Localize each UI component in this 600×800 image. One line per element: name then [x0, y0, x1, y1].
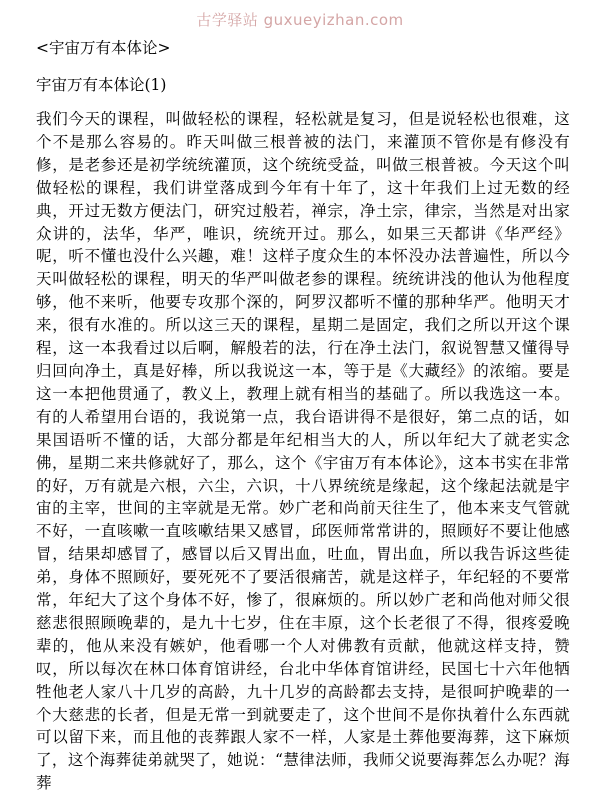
document-title: <宇宙万有本体论>: [36, 39, 171, 57]
section-title: 宇宙万有本体论(1): [36, 76, 167, 94]
body-paragraph: 我们今天的课程，叫做轻松的课程，轻松就是复习，但是说轻松也很难，这个不是那么容易的。昨天叫做三根普被的法门，来灌顶不管你是有修没有修，是老参还是初学统统灌顶，这个统统受益，叫做三根普被。今天这个叫做轻松的课程，我们讲堂落成到今年有十年了，这十年我们上过无数的经典，开过无数方便法门，研究过般若，禅宗，净土宗，律宗，当然是对出家众讲的，法华，华严，唯识，统统开过。那么，如果三天都讲《华严经》呢，听不懂也没什么兴趣，难！这样子度众生的本怀没办法普遍性，所以今天叫做轻松的课程，明天的华严叫做老参的课程。统统讲浅的他认为他程度够，他不来听，他要专攻那个深的，阿罗汉都听不懂的那种华严。他明天才来，很有水准的。所以这三天的课程，星期二是固定，我们之所以开这个课程，这一本我看过以后啊，解般若的法，行在净土法门，叙说智慧又懂得导归回向净土，真是好棒，所以我说这一本，等于是《大藏经》的浓缩。要是这一本把他贯通了，教义上，教理上就有相当的基础了。所以我选这一本。有的人希望用台语的，我说第一点，我台语讲得不是很好，第二点的话，如果国语听不懂的话，大部分都是年纪相当大的人，所以年纪大了就老实念佛，星期二来共修就好了，那么，这个《宇宙万有本体论》，这本书实在非常的好，万有就是六根，六尘，六识，十八界统统是缘起，这个缘起法就是宇宙的主宰，世间的主宰就是无常。妙广老和尚前天往生了，他本来支气管就不好，一直咳嗽一直咳嗽结果又感冒，邱医师常常讲的，照顾好不要让他感冒，结果却感冒了，感冒以后又胃出血，吐血，胃出血，所以我告诉这些徒弟，身体不照顾好，要死死不了要活很痛苦，就是这样子，年纪轻的不要常常，年纪大了这个身体不好，惨了，很麻烦的。所以妙广老和尚他对师父很慈悲很照顾晚辈的，是九十七岁，住在丰原，这个长老很了不得，很疼爱晚辈的，他从来没有嫉妒，他看哪一个人对佛教有贡献，他就这样支持，赞叹，所以每次在林口体育馆讲经，台北中华体育馆讲经，民国七十六年他牺牲他老人家八十几岁的高龄，九十几岁的高龄都去支持，是很呵护晚辈的一个大慈悲的长者，但是无常一到就要走了，这个世间不是你执着什么东西就可以留下来，而且他的丧葬跟人家不一样，人家是土葬他要海葬，这下麻烦了，这个海葬徒弟就哭了，她说：“慧律法师，我师父说要海葬怎么办呢？海葬: [36, 110, 570, 793]
site-watermark: 古学驿站 guxueyizhan.com: [196, 11, 404, 29]
